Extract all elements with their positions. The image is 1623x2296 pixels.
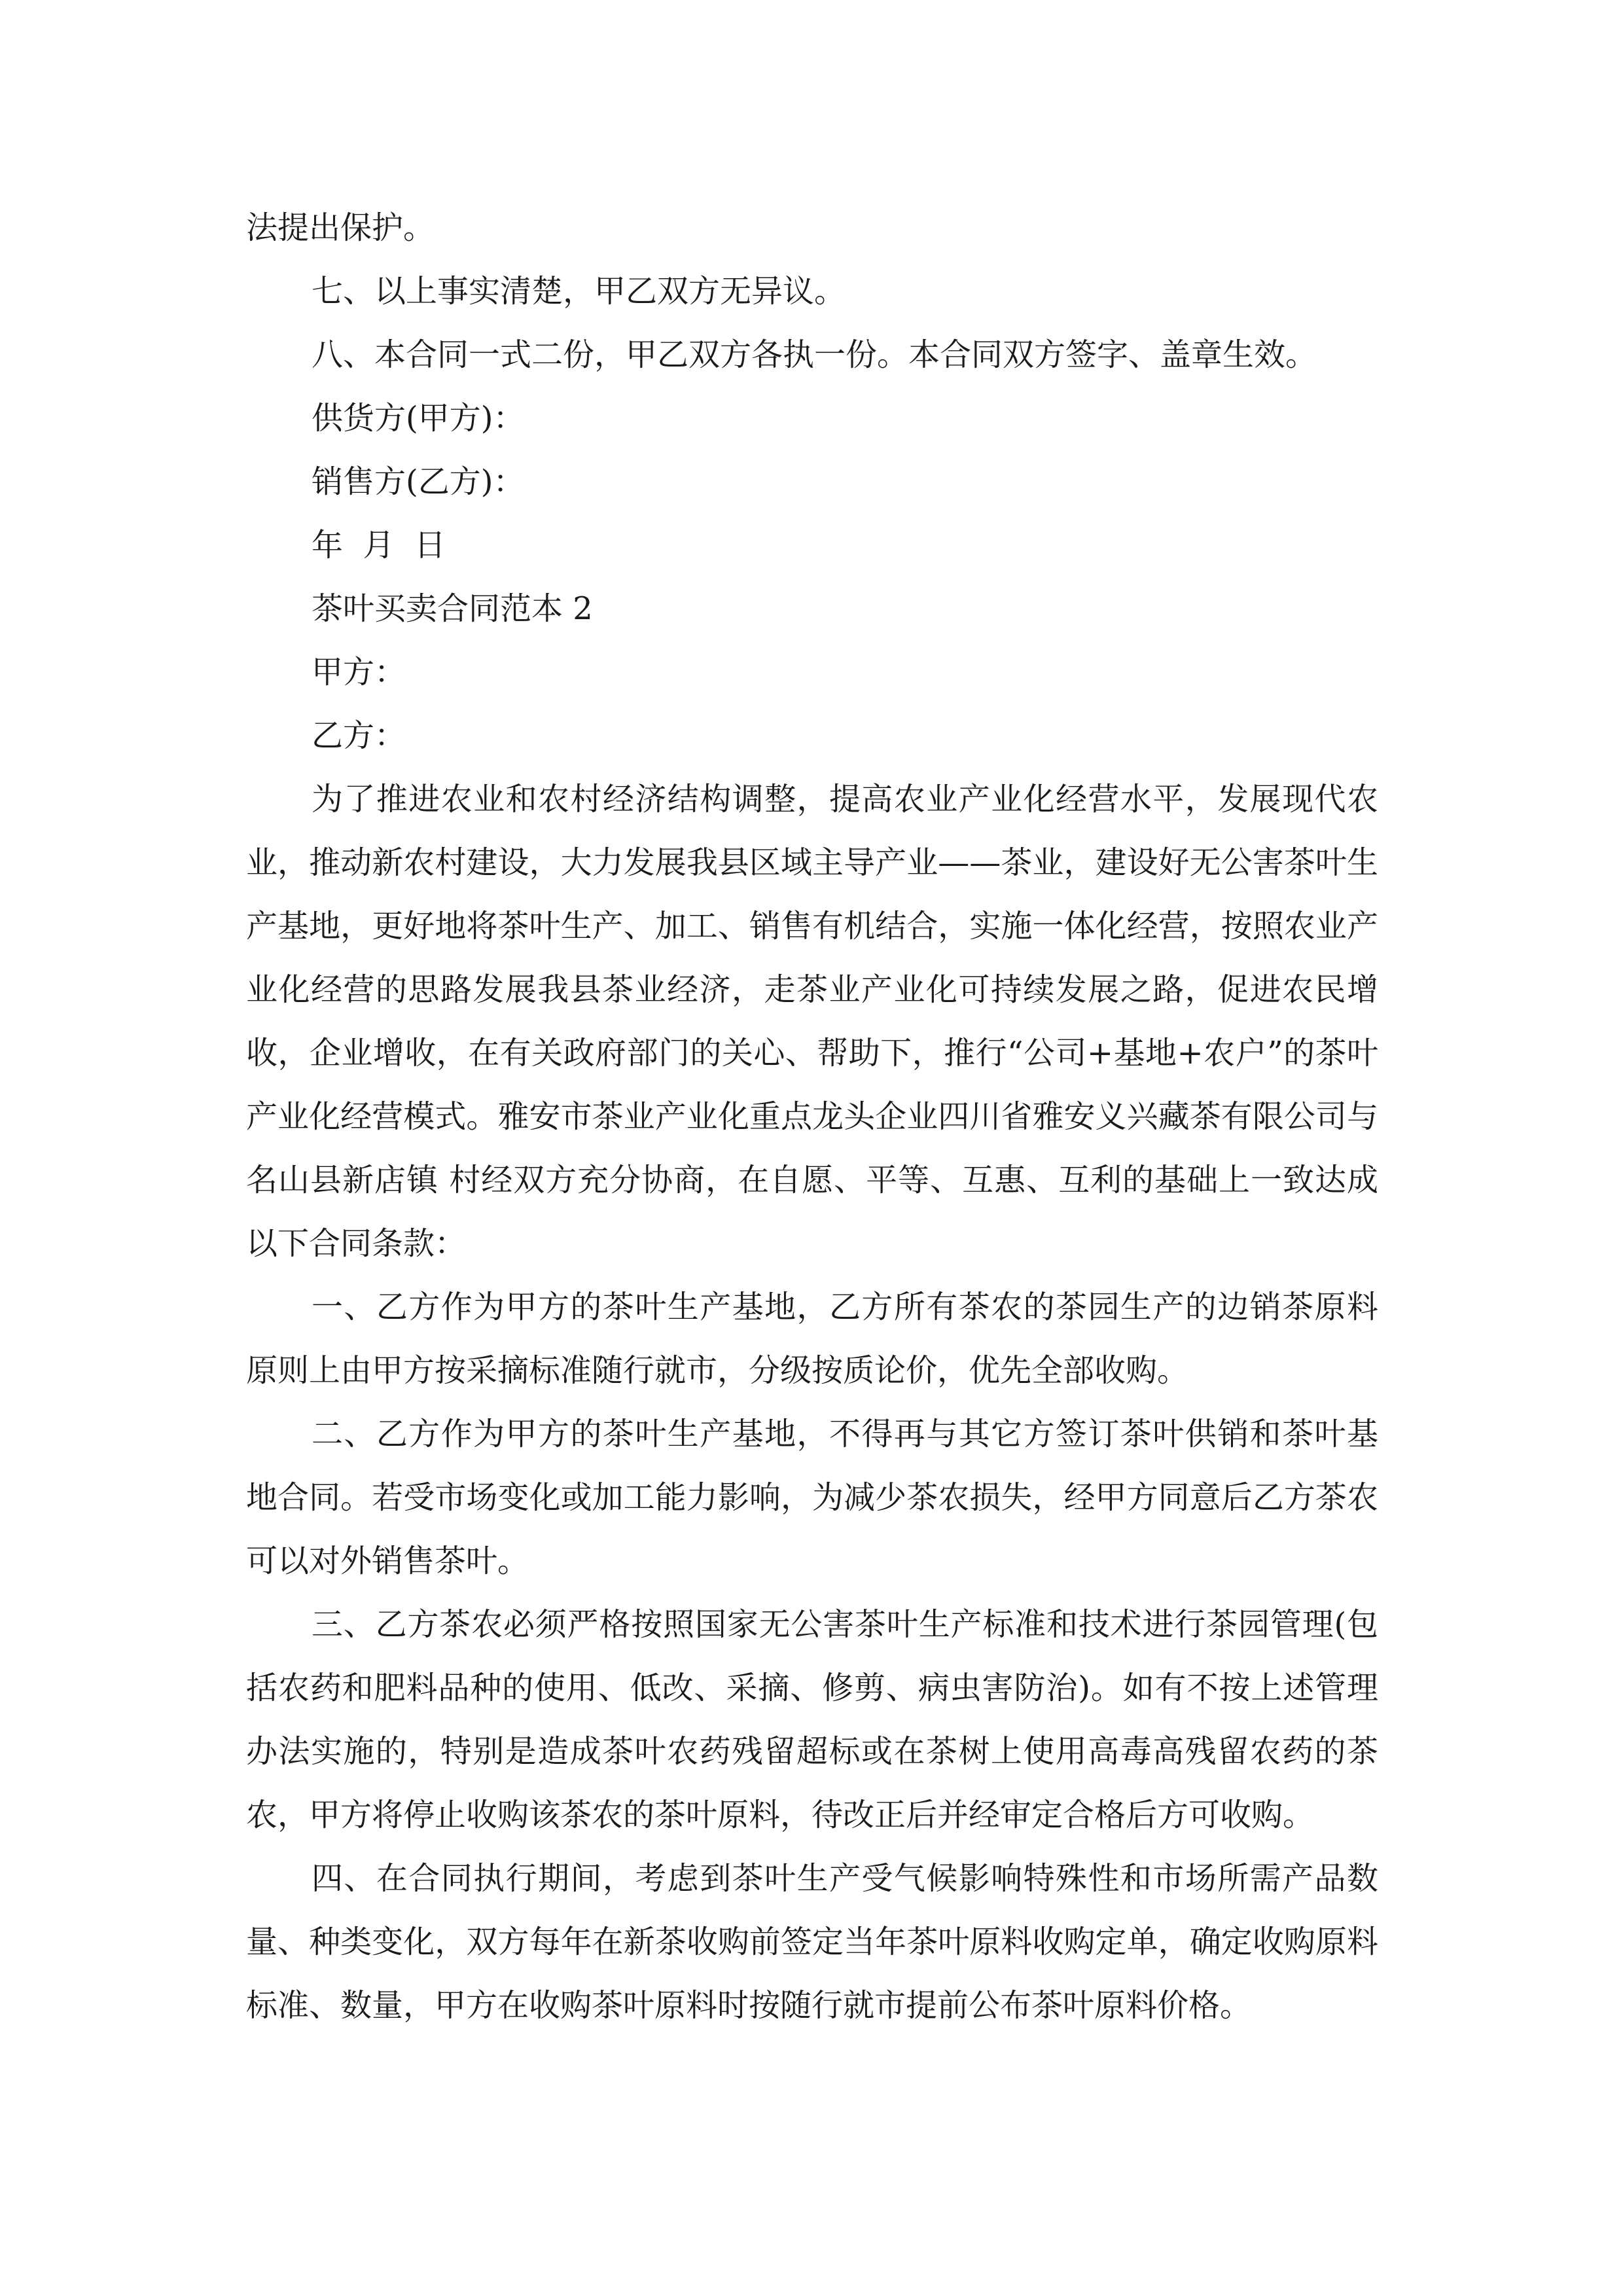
supplier-signature-line: 供货方(甲方)： xyxy=(312,400,525,437)
party-b-line: 乙方： xyxy=(312,717,406,754)
clause-four: 四、在合同执行期间，考虑到茶叶生产受气候影响特殊性和市场所需产品数量、种类变化，双方每年在新茶收购前签定当年茶叶原料收购定单，确定收购原料标准、数量，甲方在收购茶叶原料时按随行就市提前公布茶叶原料价格。 xyxy=(246,1860,1378,2024)
seller-signature-line: 销售方(乙方)： xyxy=(312,463,525,500)
document-page xyxy=(246,196,1378,2037)
preamble-paragraph: 为了推进农业和农村经济结构调整，提高农业产业化经营水平，发展现代农业，推动新农村建设，大力发展我县区域主导产业——茶业，建设好无公害茶叶生产基地，更好地将茶叶生产、加工、销售有机结合，实施一体化经营，按照农业产业化经营的思路发展我县茶业经济，走茶业产业化可持续发展之路，促进农民增收，企业增收，在有关政府部门的关心、帮助下，推行“公司+基地+农户”的茶叶产业化经营模式。雅安市茶业产业化重点龙头企业四川省雅安义兴藏茶有限公司与名山县新店镇 村经双方充分协商，在自愿、平等、互惠、互利的基础上一致达成以下合同条款： xyxy=(246,781,1378,1262)
clause-seven: 七、以上事实清楚，甲乙双方无异议。 xyxy=(312,273,846,310)
paragraph-continuation: 法提出保护。 xyxy=(246,209,435,246)
clause-one: 一、乙方作为甲方的茶叶生产基地，乙方所有茶农的茶园生产的边销茶原料原则上由甲方按采摘标准随行就市，分级按质论价，优先全部收购。 xyxy=(246,1289,1378,1389)
clause-three: 三、乙方茶农必须严格按照国家无公害茶叶生产标准和技术进行茶园管理(包括农药和肥料品种的使用、低改、采摘、修剪、病虫害防治)。如有不按上述管理办法实施的，特别是造成茶叶农药残留超标或在茶树上使用高毒高残留农药的茶农，甲方将停止收购该茶农的茶叶原料，待改正后并经审定合格后方可收购。 xyxy=(246,1606,1378,1833)
party-a-line: 甲方： xyxy=(312,654,406,691)
date-line: 年 月 日 xyxy=(312,527,446,564)
clause-eight: 八、本合同一式二份，甲乙双方各执一份。本合同双方签字、盖章生效。 xyxy=(312,336,1317,373)
contract-title: 茶叶买卖合同范本 2 xyxy=(312,590,593,627)
clause-two: 二、乙方作为甲方的茶叶生产基地，不得再与其它方签订茶叶供销和茶叶基地合同。若受市场变化或加工能力影响，为减少茶农损失，经甲方同意后乙方茶农可以对外销售茶叶。 xyxy=(246,1416,1378,1579)
